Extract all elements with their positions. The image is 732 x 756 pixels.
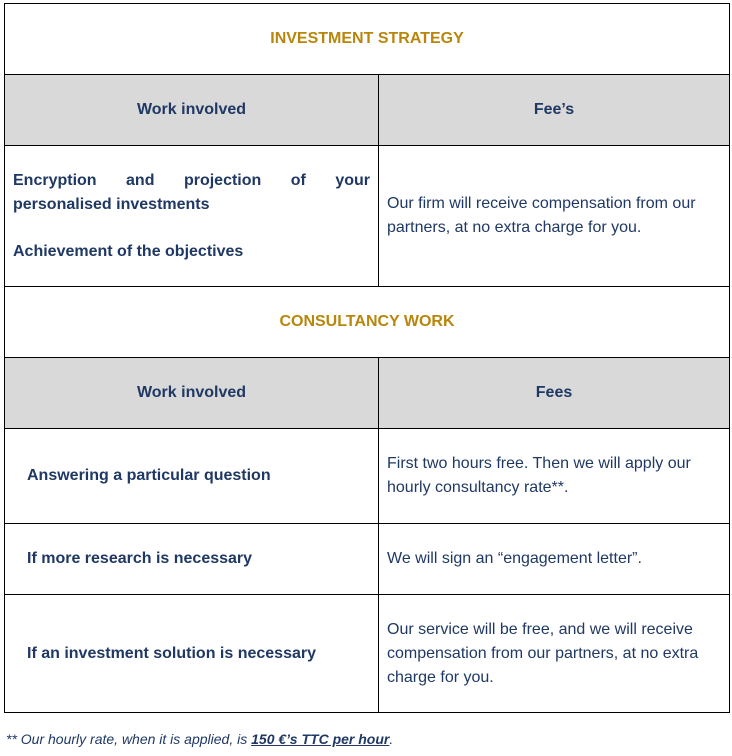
footnote-suffix: . (389, 731, 394, 747)
table-row (5, 524, 730, 595)
consultancy-fee-header: Fees (379, 358, 730, 429)
table-row (5, 595, 730, 713)
investment-fee-header: Fee’s (379, 75, 730, 146)
consultancy-work-cell: Answering a particular question (5, 429, 379, 524)
footnote-prefix: ** Our hourly rate, when it is applied, is (6, 731, 252, 747)
investment-fee-cell: Our firm will receive compensation from our partners, at no extra charge for you. (379, 146, 730, 287)
consultancy-fee-cell: We will sign an “engagement letter”. (379, 524, 730, 595)
consultancy-work-cell: If an investment solution is necessary (5, 595, 379, 713)
investment-work-line1: Encryption and projection of your personalised investments (13, 171, 370, 213)
consultancy-work-header: Work involved (5, 358, 379, 429)
consultancy-fee-cell: First two hours free. Then we will apply our hourly consultancy rate**. (379, 429, 730, 524)
hourly-rate: 150 €’s TTC per hour (251, 731, 390, 747)
investment-work-line2: Achievement of the objectives (13, 242, 244, 260)
investment-work-header: Work involved (5, 75, 379, 146)
investment-work-cell (5, 146, 379, 287)
footnote (6, 731, 393, 747)
consultancy-fee-cell: Our service will be free, and we will receive compensation from our partners, at no extra charge for you. (379, 595, 730, 713)
consultancy-work-cell: If more research is necessary (5, 524, 379, 595)
consultancy-work-title: CONSULTANCY WORK (5, 287, 730, 358)
investment-strategy-title: INVESTMENT STRATEGY (5, 4, 730, 75)
table-row (5, 429, 730, 524)
fees-table (4, 3, 730, 713)
